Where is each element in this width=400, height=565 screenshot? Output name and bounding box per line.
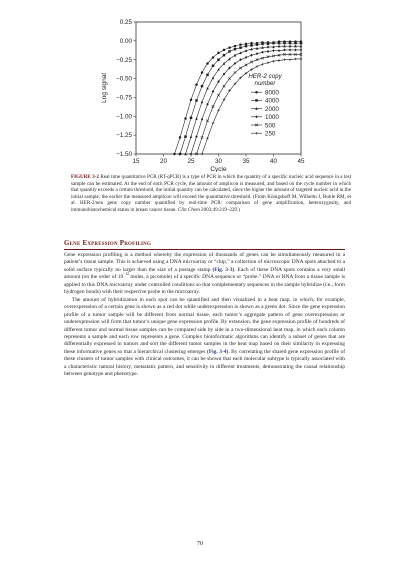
data-point xyxy=(300,42,303,45)
y-tick-label: −1.25 xyxy=(116,132,132,140)
paragraph-1-text-c: moles, a picomole) of a specific DNA sequence or “probe.” DNA or RNA from a tissue sample is applied to this DNA microarray under controlled conditions so that complementary sequences in the sample hybridize (i.e., form hydrogen bonds) with their respective probe in the microarray. xyxy=(64,274,345,296)
x-tick-label: 40 xyxy=(269,158,278,165)
x-tick-label: 15 xyxy=(132,158,140,165)
paragraph-1-text-a: Gene expression profiling is a method whereby the expression of thousands of genes can be simultaneously measured in a patient’s tissue sample. This is achieved using a DNA microarray or “chip,” a collection of microscopic DNA spots attached to a solid surface typically no larger than the size of a postage stamp xyxy=(64,252,345,273)
x-tick-label: 20 xyxy=(159,158,168,165)
y-axis-label: Log signal xyxy=(101,73,108,103)
data-point xyxy=(212,56,215,59)
data-point xyxy=(255,99,258,102)
data-point xyxy=(245,45,248,48)
data-point xyxy=(255,91,258,94)
section-heading: Gene Expression Profiling xyxy=(64,239,152,247)
y-tick-label: −0.75 xyxy=(116,94,132,102)
data-point xyxy=(190,98,193,101)
paragraph-2-text-b: . By correlating the shared gene expression profile of these clusters of tumor samples with clinical outcomes, it can be shown that each molecular subtype is typically associated with a characteristic natural history, metastatic pattern, and sensitivity to different treatments, demonstrating the causal relationship between genotype and phenotype. xyxy=(64,348,346,378)
legend-title: number xyxy=(254,80,276,87)
y-tick-label: 0.00 xyxy=(119,37,132,45)
data-point xyxy=(261,43,264,46)
data-point xyxy=(217,58,220,61)
data-point xyxy=(195,99,198,102)
data-point xyxy=(184,135,187,138)
data-point xyxy=(239,43,242,46)
x-tick-label: 35 xyxy=(242,158,250,165)
data-point xyxy=(184,117,187,120)
y-tick-label: −1.50 xyxy=(116,151,132,159)
paragraph-1 xyxy=(64,252,345,297)
data-point xyxy=(256,43,259,46)
y-tick-label: −1.00 xyxy=(116,113,132,121)
data-point xyxy=(278,42,281,45)
paragraph-2-text-a: The amount of hybridization in each spot can be quantified and then visualized in a heat map, in which, for example, overexpression of a certain gene is shown as a red dot while underexpression is shown as a green dot. Since the gene expression profile of a tumor sample will be different from normal tissue, each tumor’s aggregate pattern of gene overexpression or underexpression will form that tumor’s unique gene expression profile. By extension, the gene expression profile of hundreds of different tumor and normal tissue samples can be compared side by side in a two-dimensional heat map, in which each column represents a sample and each row represents a gene. Complex bioinformatic algorithms can identify a subset of genes that are differentially expressed in tumors and sort the different tumor samples in the heat map based on their similarity in expressing these informative genes so that a hierarchical clustering emerges xyxy=(64,296,345,355)
x-axis-label: Cycle xyxy=(210,166,227,172)
data-point xyxy=(283,42,286,45)
data-point xyxy=(223,54,226,57)
figure-reference-3-4[interactable]: (Fig. 3-4) xyxy=(207,348,229,355)
caption-label: FIGURE 3-2 xyxy=(71,174,99,180)
y-tick-label: −0.50 xyxy=(116,75,132,83)
legend-label: 500 xyxy=(265,122,276,130)
data-point xyxy=(195,83,198,86)
figure-caption xyxy=(71,174,351,214)
legend-label: 4000 xyxy=(265,97,279,105)
data-point xyxy=(294,42,297,45)
data-point xyxy=(179,136,182,139)
x-tick-label: 25 xyxy=(187,158,195,165)
x-tick-label: 45 xyxy=(297,158,305,165)
legend-label: 8000 xyxy=(265,89,279,97)
caption-citation-tail: 2003;49:219–229.) xyxy=(201,206,240,213)
data-point xyxy=(190,117,193,120)
paragraph-2 xyxy=(64,297,345,379)
y-tick-label: 0.25 xyxy=(119,19,132,27)
section-divider xyxy=(64,249,345,250)
data-point xyxy=(201,85,204,88)
data-point xyxy=(179,153,182,156)
data-point xyxy=(250,44,253,47)
legend-label: 1000 xyxy=(265,114,279,122)
exponent: −12 xyxy=(123,272,129,277)
caption-journal: Clin Chem xyxy=(177,206,200,213)
paragraph-1-text-b: . Each of these DNA spots contains a very small amount (on the order of 10 xyxy=(64,266,345,281)
data-point xyxy=(245,43,248,46)
data-point xyxy=(217,52,220,55)
data-point xyxy=(267,43,270,46)
y-tick-label: −0.25 xyxy=(116,56,132,64)
data-point xyxy=(234,48,237,51)
data-point xyxy=(212,64,215,67)
data-point xyxy=(201,71,204,74)
data-point xyxy=(223,49,226,52)
data-point xyxy=(234,45,237,48)
data-point xyxy=(228,46,231,49)
legend-title: HER-2 copy xyxy=(248,73,282,80)
qpcr-chart-svg xyxy=(92,14,322,172)
qpcr-chart xyxy=(92,14,322,172)
data-point xyxy=(228,50,231,53)
caption-text: Real time quantitative PCR (RT-qPCR) is a type of PCR in which the quantity of a specific nucleic acid sequence in a test sample can be estimated. At the end of each PCR cycle, the amount of amplicon is measured, and based on the cycle number in which that quantity exceeds a certain threshold, the initial quantity can be calculated, since the higher the amount of targeted nucleic acid in the initial sample, the earlier the measured amplicon will exceed the quantitative threshold. (From Königshoff M, Wilhelm J, Bohle RM, et al. HER-2/neu gene copy number quantified by real-time PCR: comparison of gene amplification, heterozygosity, and immunohistochemical status in breast cancer tissue. xyxy=(71,174,351,213)
figure-reference-3-3[interactable]: (Fig. 3-3) xyxy=(212,266,235,273)
data-point xyxy=(272,42,275,45)
data-point xyxy=(250,42,253,45)
legend-label: 250 xyxy=(265,130,276,138)
page-number: 70 xyxy=(197,541,203,547)
data-point xyxy=(289,42,292,45)
legend-label: 2000 xyxy=(265,105,279,113)
data-point xyxy=(239,46,242,49)
body-text xyxy=(64,252,345,379)
data-point xyxy=(206,74,209,77)
data-point xyxy=(206,62,209,65)
data-point xyxy=(173,153,176,156)
x-tick-label: 30 xyxy=(214,158,223,165)
